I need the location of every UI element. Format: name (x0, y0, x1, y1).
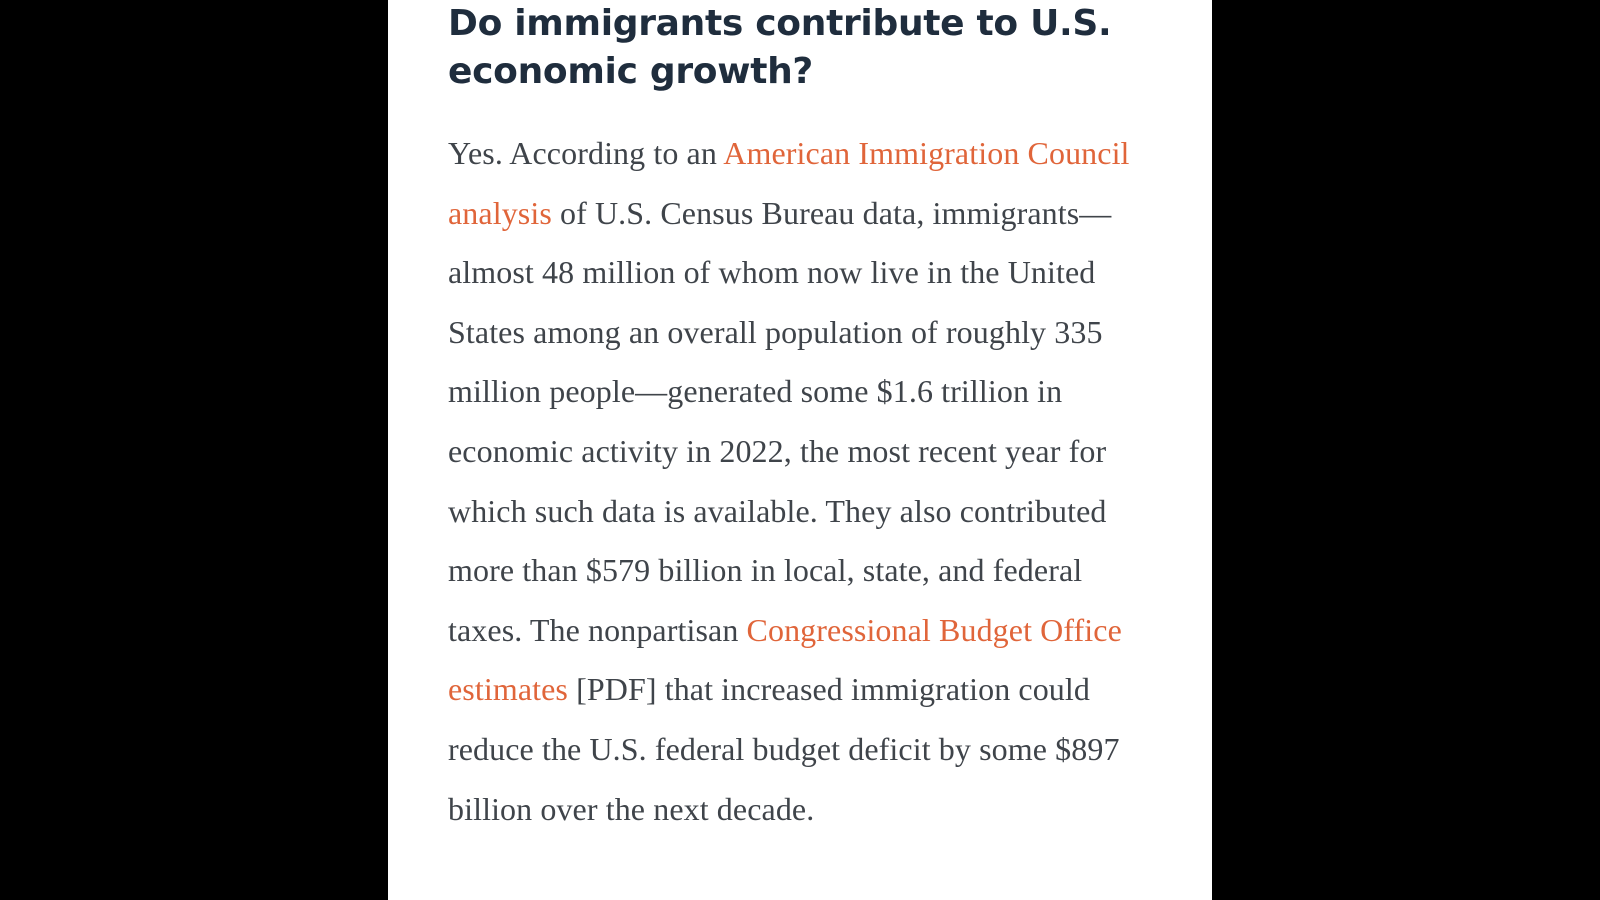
article-paragraph (448, 124, 1160, 839)
congressional-budget-office-link[interactable]: Congressional Budget Office estimates (448, 611, 1122, 708)
article-heading: Do immigrants contribute to U.S. economic growth? (448, 3, 1112, 92)
paragraph-text-2: [PDF] that increased immigration could reduce the U.S. federal budget deficit by some $897 billion over the next decade. (448, 671, 1120, 827)
article-content (448, 0, 1160, 839)
american-immigration-council-link[interactable]: American Immigration Council analysis (448, 135, 1130, 231)
paragraph-text-1: of U.S. Census Bureau data, immigrants—almost 48 million of whom now live in the United States among an overall population of roughly 335 million people—generated some $1.6 trillion in economic activity in 2022, the most recent year for which such data is available. They also contributed more than $579 billion in local, state, and federal taxes. The nonpartisan (448, 194, 1112, 648)
article-panel (388, 0, 1212, 900)
paragraph-intro-text: Yes. According to an (448, 135, 724, 171)
